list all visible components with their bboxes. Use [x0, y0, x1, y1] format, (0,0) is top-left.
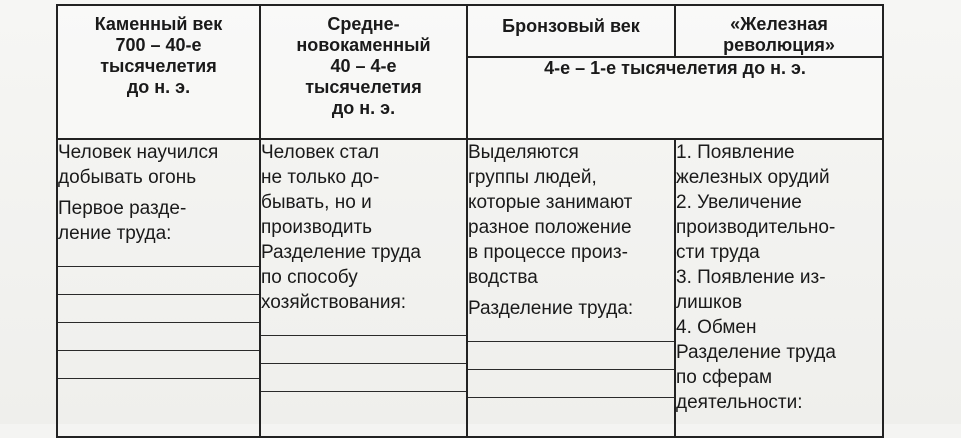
- cell-line: железных орудий: [676, 167, 830, 188]
- header-neo-line: до н. э.: [331, 98, 396, 118]
- header-bronze-iron-span: [467, 57, 883, 139]
- answer-blank-line[interactable]: [58, 266, 259, 267]
- cell-line: Человек стал: [261, 142, 380, 163]
- answer-blank-line[interactable]: [261, 391, 466, 392]
- cell-line: которые занимают: [468, 192, 633, 213]
- cell-line: производить: [261, 217, 373, 238]
- header-iron-revolution: [675, 5, 883, 57]
- cell-line: в процессе произ-: [468, 242, 628, 263]
- answer-blank-line[interactable]: [58, 322, 259, 323]
- cell-line: Первое разде-: [58, 198, 187, 219]
- header-bronze-line: Бронзовый век: [502, 16, 640, 36]
- history-periods-table: [56, 4, 884, 438]
- header-iron-line: революция»: [723, 35, 835, 55]
- header-neolithic: [260, 5, 467, 139]
- cell-bronze-age: [467, 139, 675, 437]
- answer-blank-line[interactable]: [261, 335, 466, 336]
- answer-blank-line[interactable]: [58, 294, 259, 295]
- cell-line: водства: [468, 267, 538, 288]
- cell-line: по способу: [261, 267, 358, 288]
- answer-blank-line[interactable]: [261, 363, 466, 364]
- header-neo-line: 40 – 4-е: [330, 56, 397, 76]
- cell-line: производительно-: [676, 217, 836, 238]
- answer-blank-line[interactable]: [58, 350, 259, 351]
- cell-line: деятельности:: [676, 392, 803, 413]
- header-stone-line: 700 – 40-е: [115, 35, 202, 55]
- header-neo-line: Средне-: [327, 14, 400, 34]
- cell-line: бывать, но и: [261, 192, 372, 213]
- cell-line: группы людей,: [468, 167, 597, 188]
- header-stone-line: Каменный век: [94, 14, 223, 34]
- cell-neolithic: [260, 139, 467, 437]
- cell-line: лишков: [676, 292, 743, 313]
- header-stone-line: до н. э.: [126, 77, 191, 97]
- cell-line: хозяйствования:: [261, 292, 407, 313]
- cell-line: 4. Обмен: [676, 317, 757, 338]
- cell-line: 2. Увеличение: [676, 192, 802, 213]
- cell-line: не только до-: [261, 167, 380, 188]
- header-neo-line: новокаменный: [296, 35, 431, 55]
- cell-line: Человек научился: [58, 142, 219, 163]
- cell-line: Разделение труда: [261, 242, 421, 263]
- answer-blank-line[interactable]: [58, 378, 259, 379]
- header-bronze-age: [467, 5, 675, 57]
- answer-blank-line[interactable]: [468, 397, 674, 398]
- header-iron-line: «Железная: [730, 14, 828, 34]
- answer-blank-line[interactable]: [468, 341, 674, 342]
- header-stone-line: тысячелетия: [100, 56, 217, 76]
- cell-line: Разделение труда:: [468, 298, 634, 319]
- cell-iron-revolution: [675, 139, 883, 437]
- cell-stone-age: [57, 139, 260, 437]
- header-neo-line: тысячелетия: [305, 77, 422, 97]
- header-stone-age: [57, 5, 260, 139]
- cell-line: 3. Появление из-: [676, 267, 826, 288]
- cell-line: сти труда: [676, 242, 760, 263]
- cell-line: Разделение труда: [676, 342, 836, 363]
- cell-line: 1. Появление: [676, 142, 795, 163]
- header-span-text: 4-е – 1-е тысячелетия до н. э.: [544, 58, 806, 78]
- cell-line: Выделяются: [468, 142, 579, 163]
- cell-line: ление труда:: [58, 223, 172, 244]
- cell-line: разное положение: [468, 217, 632, 238]
- cell-line: по сферам: [676, 367, 773, 388]
- answer-blank-line[interactable]: [468, 369, 674, 370]
- cell-line: добывать огонь: [58, 167, 197, 188]
